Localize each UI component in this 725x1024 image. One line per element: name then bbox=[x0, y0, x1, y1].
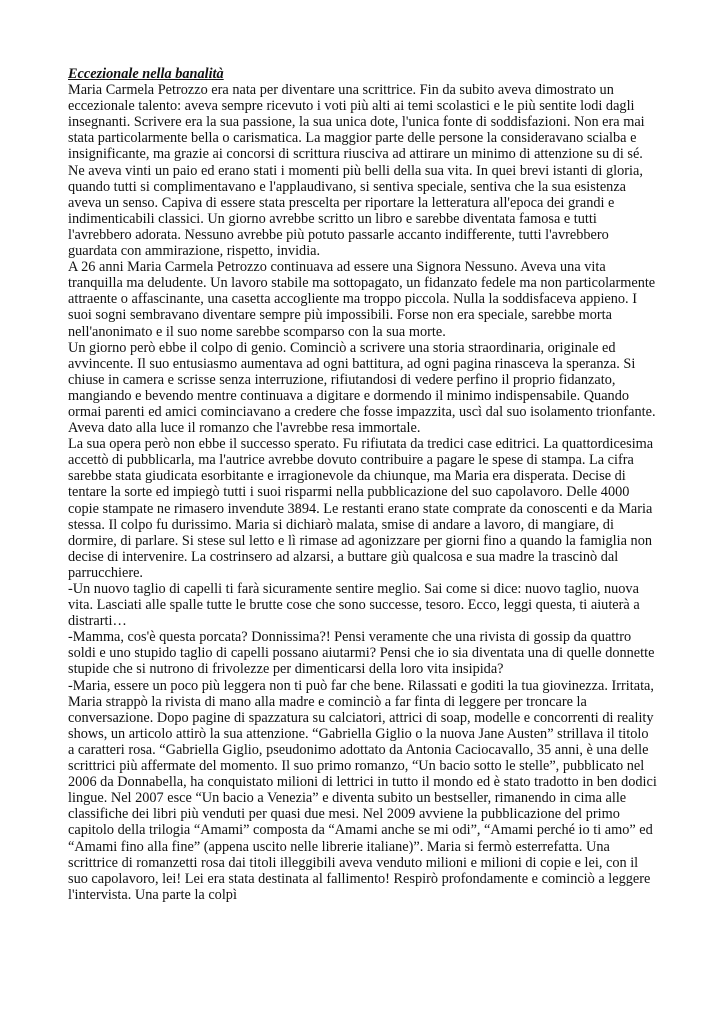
paragraph: Un giorno però ebbe il colpo di genio. Cominciò a scrivere una storia straordinaria, originale ed avvincente. Il suo entusiasmo aumentava ad ogni battitura, ad ogni pagina rinasceva la speranza. Si chiuse in camera e scrisse senza interruzione, rifiutandosi di vedere perfino il proprio fidanzato, mangiando e bevendo mentre continuava a digitare e dormendo il minimo indispensabile. Quando ormai parenti ed amici cominciavano a credere che fosse impazzita, uscì dal suo isolamento trionfante. Aveva dato alla luce il romanzo che l'avrebbe resa immortale. bbox=[68, 339, 656, 437]
paragraph: Maria Carmela Petrozzo era nata per diventare una scrittrice. Fin da subito aveva dimostrato un eccezionale talento: aveva sempre ricevuto i voti più alti ai temi scolastici e le più sentite lodi dagli insegnanti. Scrivere era la sua passione, la sua unica dote, l'unica fonte di soddisfazioni. Non era mai stata particolarmente bella o carismatica. La maggior parte delle persone la consideravano scialba e insignificante, ma grazie ai concorsi di scrittura riusciva ad attirare un minimo di attenzione su di sé. Ne aveva vinti un paio ed erano stati i momenti più belli della sua vita. In quei brevi istanti di gloria, quando tutti si complimentavano e l'applaudivano, si sentiva speciale, sentiva che la sua esistenza aveva un senso. Capiva di essere stata prescelta per riportare la letteratura all'epoca dei grandi e indimenticabili classici. Un giorno avrebbe scritto un libro e sarebbe diventata famosa e tutti l'avrebbero adorata. Nessuno avrebbe più potuto passarle accanto indifferente, tutti l'avrebbero guardata con ammirazione, rispetto, invidia. bbox=[68, 82, 645, 260]
dialogue-paragraph: -Mamma, cos'è questa porcata? Donnissima?! Pensi veramente che una rivista di gossip da quattro soldi e uno stupido taglio di capelli possano aiutarmi? Pensi che io sia diventata una di quelle donnette stupide che si nutrono di frivolezze per dimenticarsi della loro vita insipida? bbox=[68, 629, 655, 678]
dialogue-paragraph: -Maria, essere un poco più leggera non ti può far che bene. Rilassati e goditi la tua giovinezza. Irritata, Maria strappò la rivista di mano alla madre e cominciò a far finta di leggere per troncare la conversazione. Dopo pagine di spazzatura su calciatori, attrici di soap, modelle e concorrenti di reality shows, un articolo attirò la sua attenzione. “Gabriella Giglio o la nuova Jane Austen” strillava il titolo a caratteri rosa. “Gabriella Giglio, pseudonimo adottato da Antonia Caciocavallo, 35 anni, è una delle scrittrici più affermate del momento. Il suo primo romanzo, “Un bacio sotto le stelle”, pubblicato nel 2006 da Donnabella, ha conquistato milioni di lettrici in tutto il mondo ed è stato tradotto in ben dodici lingue. Nel 2007 esce “Un bacio a Venezia” e diventa subito un bestseller, rimanendo in cima alle classifiche dei libri più venduti per quasi due mesi. Nel 2009 avviene la pubblicazione del primo capitolo della trilogia “Amami” composta da “Amami anche se mi odi”, “Amami perché io ti amo” ed “Amami fino alla fine” (appena uscito nelle librerie italiane)”. Maria si fermò esterrefatta. Una scrittrice di romanzetti rosa dai titoli illeggibili aveva venduto milioni e milioni di copie e lei, con il suo capolavoro, lei! Lei era stata destinata al fallimento! Respirò profondamente e cominciò a leggere l'intervista. Una parte la colpì bbox=[68, 677, 657, 903]
document-page bbox=[68, 66, 658, 903]
paragraph: A 26 anni Maria Carmela Petrozzo continuava ad essere una Signora Nessuno. Aveva una vita tranquilla ma deludente. Un lavoro stabile ma sottopagato, un fidanzato fedele ma non particolarmente attraente o affascinante, una casetta accogliente ma troppo piccola. Nulla la soddisfaceva appieno. I suoi sogni sembravano diventare sempre più impossibili. Forse non era speciale, sarebbe morta nell'anonimato e il suo nome sarebbe scomparso con la sua morte. bbox=[68, 259, 656, 340]
document-title: Eccezionale nella banalità bbox=[68, 66, 224, 82]
paragraph: La sua opera però non ebbe il successo sperato. Fu rifiutata da tredici case editrici. La quattordicesima accettò di pubblicarla, ma l'autrice avrebbe dovuto contribuire a pagare le spese di stampa. La cifra sarebbe stata giudicata esorbitante e irragionevole da chiunque, ma Maria era disperata. Decise di tentare la sorte ed impiegò tutti i suoi risparmi nella pubblicazione del suo capolavoro. Delle 4000 copie stampate ne rimasero invendute 3894. Le restanti erano state comprate da conoscenti e da Maria stessa. Il colpo fu durissimo. Maria si dichiarò malata, smise di andare a lavoro, di mangiare, di dormire, di parlare. Si stese sul letto e lì rimase ad agonizzare per giorni fino a quando la famiglia non decise di intervenire. La costrinsero ad alzarsi, a buttare giù qualcosa e sua madre la trascinò dal parrucchiere. bbox=[68, 436, 654, 581]
dialogue-paragraph: -Un nuovo taglio di capelli ti farà sicuramente sentire meglio. Sai come si dice: nuovo taglio, nuova vita. Lasciati alle spalle tutte le brutte cose che sono successe, tesoro. Ecco, leggi questa, ti aiuterà a distrarti… bbox=[68, 581, 640, 630]
